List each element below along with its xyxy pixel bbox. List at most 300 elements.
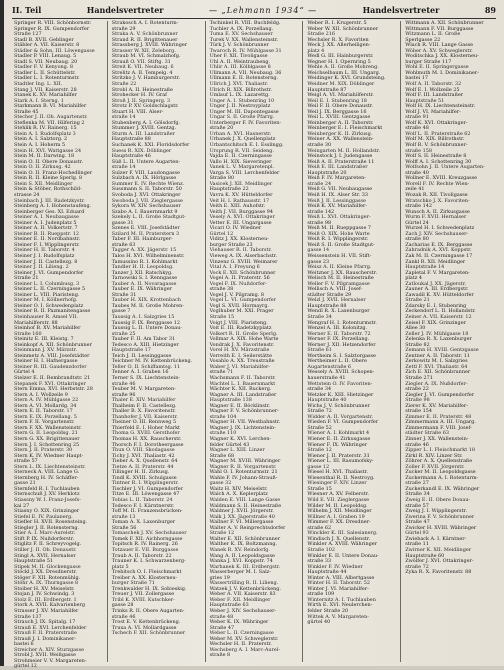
directory-entry: Wassertrilling R. II. Lilieng. [209,580,279,587]
directory-entry: Vogel A. II. Praterstr. 56 [209,275,270,282]
directory-entry: Straße 52 [307,424,332,431]
directory-entry: Hauptstraße 46 [111,153,151,160]
directory-entry: Theiner O. III. Rennweg 5 [111,419,177,426]
directory-entry: burger Straße 117 [405,58,452,65]
directory-entry: Stummer J. XVIII. Gentzg. [111,125,177,132]
directory-entry: Zak M. II. Czerningasse 17 [405,252,473,259]
directory-entry: Straße 15 [209,313,235,320]
directory-entry: straße 40 [405,169,429,176]
directory-entry: Weiß L. XVI. Ottakringer- [307,214,371,221]
directory-entry: Widder A. II. Vorgartenstr. [307,413,374,420]
directory-entry: strasse 24 [14,191,40,198]
directory-entry: Werner E. II. Taborstr. 72 [307,330,371,337]
directory-entry: Wohlmuth M. I. Dominikaner- [405,69,479,76]
directory-entry: Straße 21 [405,297,430,304]
directory-entry: Strobl J. XVII. Weißgasse [14,652,76,659]
directory-entry: Ulrich R. XIX. Billrothstr. [209,86,272,93]
directory-entry: Szilard M. II. Praterstern 3 [111,230,180,237]
directory-entry: Zinner J. XX. Wallenstein- [405,436,469,443]
directory-entry: Veith E. XIII. Auhofstr. [209,203,266,210]
directory-entry: Wolf H. IX. Liechtensteinstr. [405,103,476,110]
directory-entry: Trost E. V. Kettenbrückeng. [111,619,181,626]
directory-entry: Sterneck A. VIII. Lange G. [14,469,80,476]
directory-entry: Thanhofer J. VII. Kaiserstr. [111,413,178,420]
directory-entry: Uher F. XII. Tivoligasse [209,53,268,60]
directory-entry: Tagger A. XX. Jägerstr. 15 [111,247,177,254]
directory-entry: Wehle A. II. Große Mohreng. [307,64,379,71]
page-header [12,3,496,17]
directory-entry: Weiß O. XIX. Hohe Warte [307,230,370,237]
directory-entry: Weinberger A. II. Taborstr. [307,119,374,126]
directory-entry: Wagner R. II. Vorgartenstr. [209,463,277,470]
directory-entry: Zuckerkandl E. IX. Währinger [405,485,480,492]
directory-entry: Zahradnik A. XVI. Koppstr. [405,247,472,254]
directory-entry: Wetzler K. XIII. Hietzinger [307,391,374,398]
directory-entry: Stöhr A. IX. Thurngasse 8 [14,580,79,587]
directory-entry: Weisz A. II. Kleine Pfarrg. [307,264,372,271]
directory-entry: straße 57 [405,502,429,509]
directory-entry: Walther K. IX. Boltzmanng. [209,541,278,548]
directory-entry: Weiß J. II. Lessinggasse [307,197,366,204]
directory-entry: Stehlik R. IV. Rainerg. 15 [14,125,77,132]
directory-entry: Stein M. II. Darwing. 18 [14,153,75,160]
page-number: 89 [484,5,496,15]
directory-entry: Streit K. VII. Neubaug. 6 [111,64,174,71]
directory-entry: Hauptstraße 14 [405,264,445,271]
directory-entry: Weber A. VII. Kaiserstr. 83 [209,591,276,598]
directory-entry: Trinks R. II. Obere Augarten- [111,607,185,614]
directory-entry: Zwerina F. V. Schönbrunner [405,513,475,520]
directory-entry: Steiner R. II. Pazmanitengasse [14,308,91,315]
directory-entry: Zatloukal J. XX. Jägerstr. [405,280,466,287]
directory-entry: straße 109 [307,591,335,598]
directory-entry: Steiner L. II. Czerningasse 5 [14,286,86,293]
directory-entry: Wenzel A. III. Kolonitzg. [307,325,368,332]
directory-entry: Stern K. IV. Wiedner Haupt- [14,452,84,459]
directory-entry: Zwieback A. I. Kärntner- [405,535,467,542]
directory-entry: Augartenstraße 6 [307,363,352,370]
directory-entry: Stern Emma, XVI. Herbststr. 28 [14,386,93,393]
directory-entry: Steiner L. VIII. Piaristeng. [14,291,80,298]
directory-entry: Steiner A. I. Neubaugasse [14,214,79,221]
directory-entry: Stolz E. III. Erdbergstr. 1 [14,596,77,603]
directory-entry: städter Straße 29 [307,291,352,298]
directory-entry: straße 154 [405,408,432,415]
directory-entry: Wollner E. XVIII. Kreuzgasse [405,175,478,182]
directory-entry: Steinbach J. III. Radetzkystr. [14,197,85,204]
directory-entry: Weinberger E. I. Fleischmarkt [307,125,383,132]
directory-entry: Strassberg J. XVIII. Währinger [111,42,188,49]
directory-entry: straße 46 [111,613,136,620]
directory-entry: straße 71 [209,369,234,376]
directory-entry: Tintner R. I. Wipplingerstr. [111,480,179,487]
section-label-right: Handelsvertreter [362,5,440,15]
directory-entry: Tauber H. XIX. Krottenbach [111,297,181,304]
directory-entry: Wolf J. VI. Mariahilfer- [405,108,461,115]
directory-entry: Steiner R. III. Gaudenzdorfer [14,363,87,370]
directory-entry: Hauptstraße 22 [209,186,249,193]
directory-entry: straße 20 [209,125,234,132]
directory-entry: Umlauf L. IX. Lazarettg. [209,92,270,99]
directory-entry: Topitsch R. IV. Rainerg. 26 [111,541,178,548]
directory-entry: Straße 21 [14,275,39,282]
directory-column [305,21,401,662]
directory-entry: Strauch J. IX. Spitalg. 17 [14,619,76,626]
directory-entry: Sussmann S. II. Taborstr. 50 [111,186,182,193]
directory-entry: Wurzel H. I. Schwedenplatz [405,225,475,232]
directory-entry: Steiner L. I. Columbusg. 3 [14,280,80,287]
directory-entry: Wiesinger F. XIV. Linzer [307,480,367,487]
directory-entry: Zacharias E. IX. Berggasse [405,241,473,248]
directory-column [110,21,206,662]
directory-entry: Wolfsohn J. II. Untere Augarten- [405,164,485,171]
directory-entry: Urban A. XVI. Hasnerstr. [209,130,272,137]
directory-entry: Wagner A. III. Landstraßer [209,391,277,398]
directory-entry: Weiß E. III. Landstraßer [307,164,368,171]
directory-entry: Wagner H. VII. Westbahnstr. [209,419,281,426]
directory-entry: Gürtel 4 [14,369,35,376]
directory-entry: Ziegler J. VI. Gumpendorfer [405,391,475,398]
directory-entry: Wagner F. V. Schönbrunner- [209,408,279,415]
directory-entry: Süß L. II. Untere Augarten- [111,158,181,165]
directory-entry: Wiener E. II. Zirkusgasse [307,436,371,443]
directory-entry: Hauptstraße 88 [111,136,151,143]
directory-entry: Thun O. VIII. Skodagasse [111,447,175,454]
directory-entry: Suchanek K. XXI. Floridsdorfer [111,142,190,149]
publication-title: — „Lehmann 1934“ — [209,5,318,15]
directory-entry: Straße 72 [307,408,332,415]
directory-entry: Traub A. II. Taborstr. 22 [111,552,172,559]
directory-entry: Stäbler A. VII. Kaiserstr. 8 [14,42,80,49]
directory-entry: Weck J. XX. Allerheiligen- [307,42,371,49]
directory-entry: straße 142 [307,208,335,215]
directory-entry: straße 72 [405,563,429,570]
directory-entry: Wachsmann F. II. Taborstr. [209,375,276,381]
directory-entry: Stadl S. VII. Neubaug. 20 [14,58,78,65]
directory-entry: Zierer K. XV. Mariahilfer- [405,402,468,409]
directory-entry: Gürtel 12 [209,230,234,237]
directory-entry: gasse 23 [307,258,330,265]
directory-entry: Todesco F. I. Kärntnerstr. [111,502,175,509]
directory-entry: Stein O. II. Obere Donaustr. [14,158,84,165]
directory-entry: Wolff A. I. Schottenring 30 [405,158,472,165]
directory-entry: Sturm A. III. Landstraßer [111,130,176,137]
directory-entry: Straße 12 [307,447,332,454]
directory-entry: Zentner A. II. Taborstr. 11 [405,352,470,359]
directory-entry: Steiner J. I. Rudolfsplatz [14,252,75,259]
directory-entry: Wolf E. I. Wollzeile 25 [405,86,460,93]
directory-entry: Gürtel 24 [405,219,429,226]
directory-entry: straße 63 [111,241,136,248]
directory-entry: straße 24 [307,180,332,187]
directory-entry: Volkert R. II. Große Sperlg. [209,330,278,337]
header-rule [12,18,496,19]
directory-entry: Willner A. I. Graben 19 [307,513,365,520]
directory-entry: Hauptstraße 51 [14,558,54,565]
directory-entry: Szabo A. I. Bauernmarkt 9 [111,208,178,215]
directory-entry: Stang J. VII. Kaiserstr. 28 [14,86,77,93]
directory-column [12,20,108,670]
directory-entry: Worell F. IV. Rechte Wien- [405,180,470,187]
directory-entry: Wiener F. IX. Währinger [307,441,368,448]
directory-entry: Wengraf H. I. Rotenturmstr. [307,319,377,326]
directory-entry: Wanek R. XV. Reindorfg. [209,546,270,553]
directory-entry: Wagner M. XVIII. Währinger [209,458,281,465]
directory-entry: Winkler E. II. Untere Donau- [307,552,379,559]
directory-entry: gasse 31 [111,219,134,226]
directory-entry: straße 48 [405,125,429,132]
directory-entry: Strasser W. XII. Zeleborg. [111,47,176,54]
directory-entry: Szenes E. VIII. Josefstädter [111,225,180,232]
directory-entry: Stern F. II. Vorgartenstr. [14,419,75,426]
directory-entry: straße 22 [405,386,429,393]
directory-entry: Stein H. XVI. Wattgasse 24 [14,147,82,154]
directory-entry: Wolf F. III. Landstraßer [405,92,464,99]
directory-entry: Tischler J. VI. Gumpendorfer [111,485,183,492]
directory-entry: zeile 41 [405,186,425,193]
directory-entry: straße 27 [405,480,429,487]
directory-entry: straße 29 [111,25,136,32]
directory-entry: Vorel H. XV. Märzstraße [209,347,270,354]
directory-entry: Wozak R. XII. Tivoligasse [405,191,468,198]
directory-entry: Sulzer F. VIII. Laudongasse [111,169,180,176]
directory-entry: Stein O. II. Zirkusg. 42 [14,164,71,171]
directory-entry: gasse 28 [111,602,134,609]
directory-entry: Unger A. I. Stubenring 10 [209,97,275,104]
directory-entry: straße 30 [307,142,332,149]
directory-entry: Weidner M. XIX. Döblinger [307,81,375,88]
directory-entry: Tauber F. II. Am Tabor 31 [111,336,176,343]
directory-entry: Zimmer E. II. Praterstr. 48 [405,413,472,420]
directory-entry: Wolf K. XVI. Ottakringer- [405,119,468,126]
directory-entry: Voigt J. VIII. Piaristeng. [209,319,268,326]
directory-entry: Taussig L. II. Untere Donau- [111,325,182,332]
directory-entry: Vogel L. VI. Gumpendorfer [209,297,277,304]
directory-entry: Sternschuß J. XV. Herklotz [14,491,80,498]
directory-entry: Taber F. III. Hainburger- [111,236,173,243]
directory-entry: Weil F. II. Obere Donaustr. [307,103,374,110]
directory-entry: Urbanek J. X. Quellenplatz [209,136,276,143]
directory-entry: Tanzer J. XII. Ratschkyg. [111,269,173,276]
directory-entry: Wessely A. XVIII. Schopen- [307,369,375,376]
directory-entry: felder Gürtel 43 [209,441,250,448]
directory-entry: Wurm F. XVII. Hernalser [405,214,467,221]
directory-entry: Tedesco A. XIII. Hietzinger [111,341,179,348]
directory-entry: Weiß H. IX. Alser Str. 33 [307,191,369,198]
directory-entry: Vasicek J. XII. Meidlinger [209,180,273,187]
directory-entry: Wiesenthal R. II. Nestroyg. [307,474,375,481]
directory-entry: gürtel 40 [307,619,331,626]
directory-entry: Wegner H. I. Opernring 5 [307,58,371,65]
directory-entry: Weingarten M. II. Hollandstr. [307,147,381,154]
directory-entry: Springer R. VIII. Schönbornstr. [14,20,92,26]
directory-entry: Steinberger Ges. XI. Eduard [14,208,85,215]
directory-entry: Straße 45 [14,108,39,115]
directory-entry: Zauner A. III. Erdbergstr. [405,286,469,293]
directory-entry: Steiner J. II. Castellezg. 8 [14,258,78,265]
directory-entry: Zirkl R. XIV. Linzer Str. [405,452,463,459]
directory-entry: Stern A. I. Wollzeile 9 [14,391,68,398]
directory-entry: Straße 47 [405,519,430,526]
directory-entry: Ungar S. II. Große Pfarrg. [209,114,275,121]
directory-entry: Ullmann A. VII. Neubaug. 36 [209,69,282,76]
directory-entry: straße 13 [111,513,136,520]
directory-entry: Treiber A. XX. Klosterneu- [111,574,178,581]
directory-entry: Svoboda J. XVI. Ottakringer [111,191,181,198]
directory-entry: Thaler E. XIV. Mariahilfer [111,397,176,404]
directory-entry: Trebitsch O. I. Fleischmarkt [111,569,182,576]
directory-entry: Mariahilferstr. 88 [14,319,58,326]
directory-entry: Straße 34 [307,313,332,320]
directory-entry: Wolf S. II. Heinestraße 8 [405,153,467,160]
directory-entry: Vondrak J. X. Favoritenstr. [209,341,275,348]
directory-entry: Steiner O. I. Schwedenplatz [14,302,84,309]
directory-entry: Tomaschek J. XV. Sechshauser [111,530,187,537]
directory-entry: Steinitz E. III. Kleistg. 7 [14,336,74,343]
directory-entry: Stern A. VI. Mollardg. 34 [14,402,77,409]
directory-entry: Stadler P. VIII. Lenaug. 5 [14,53,77,60]
directory-entry: Weber M. XV. Schweglerstr. [209,635,279,642]
directory-entry: burger Straße 71 [111,580,155,587]
directory-entry: Steiner H. II. Taborstr. 4 [14,247,75,254]
directory-entry: Tenner A. I. Graben 16 [111,369,169,376]
directory-entry: Städler & Sohn, III. Löwengasse [14,47,95,54]
directory-entry: Weidinger K. XVI. Grundsteing. [307,75,386,82]
directory-entry: gürtel 12 [14,663,37,670]
directory-entry: Stiasny O. XIX. Grinzinger [14,508,80,515]
directory-entry: Stark A. I. Sterng. 1 [14,97,64,104]
directory-entry: Vogl S. XVII. Hormayrg. [209,302,270,309]
directory-columns [12,20,498,670]
directory-entry: Zöhrer A. X. Quellenstraße [405,458,473,465]
directory-entry: Weber J. XIV. Sechshauser- [209,607,277,614]
directory-entry: Wunsch A. II. Zirkusgasse [405,208,470,215]
directory-entry: Vetter E. III. Ungargasse [209,219,272,226]
directory-entry: Weichselbaum L. III. Ungarg. [307,69,381,76]
directory-entry: Weiß K. XV. Mariahilfer- [307,203,368,210]
directory-entry: Wellisch A. VIII. Josef- [307,286,363,293]
directory-entry: straße 33 [307,558,332,565]
directory-entry: straße 62 [307,524,332,531]
directory-entry: Hauptstraße 88 [307,302,347,309]
directory-entry: bastei 17 [405,75,428,82]
directory-entry: Zettl F. XVI. Thaliastr. 64 [405,363,468,370]
directory-entry: Stiefler H. XVII. Rosensteing. [14,519,88,526]
directory-entry: Wendl R. X. Laxenburger [307,308,370,315]
directory-entry: Stier A. I. Marc-Aurelstr. [14,530,76,537]
directory-entry: straße 142 [405,203,432,210]
directory-entry: Weiß R. I. Wipplingerstr. [307,236,369,243]
directory-entry: Stöckl J. XX. Dresdnerstr. [14,569,77,576]
directory-entry: Zich E. XII. Schönbrunner [405,369,471,376]
directory-entry: Weiß G. VII. Neubaugasse [307,186,373,193]
directory-entry: Warhanek K. III. Erdbergstr. [209,563,281,570]
directory-entry: Stern G. XX. Brigittenauer [14,436,80,443]
directory-entry: Strauß E. XVI. Lerchenfelder [14,624,87,631]
directory-entry: Zwirner K. XII. Meidlinger [405,546,472,553]
directory-entry: gasse 7 [111,308,131,315]
directory-entry: Thaller B. X. Favoritenstr. [111,408,176,415]
directory-entry: Watzek J. V. Kettenbrückeng. [209,585,281,592]
directory-entry: Vinzenz G. XVIII. Weimarer [209,258,278,265]
directory-entry: Waitz H. XIV. Meiselstr. [209,485,268,492]
directory-entry: Teichner M. IV. Kettenbrückeng. [111,358,193,365]
directory-entry: Weiß A. II. Praterstraße 11 [307,158,375,165]
directory-entry: Strohecker H. IV. Graf [111,92,167,99]
directory-entry: Wasserberger M. I. Salz- [209,569,271,576]
directory-entry: straße 48 [209,613,234,620]
directory-entry: Wichs J. V. Schönbrunner [307,402,370,409]
directory-entry: Straße 160 [14,330,42,337]
directory-entry: Sperlgasse 22 [405,36,441,43]
directory-entry: Straße 12 [209,530,235,537]
directory-entry: Strauß J. I. Dominikaner- [14,635,76,642]
directory-entry: Straße 216 [307,31,336,38]
directory-entry: Stern F. XX. Wallensteinstr. [14,424,82,431]
directory-entry: Vieweg A. IX. Alserbachstr. [209,252,278,259]
directory-entry: Vicari O. IV. Wiedner [209,225,262,232]
directory-entry: Zucker M. II. Leopoldsgasse [405,469,476,476]
directory-entry: Wieden F. VI. Gumpendorfer [307,419,379,426]
directory-entry: straße 14 [111,114,136,121]
directory-entry: Straße 31 [111,291,137,298]
directory-entry: felder Straße 20 [307,607,349,614]
directory-entry: Hauptstraße 51 [405,97,445,104]
directory-entry: Steflenka M. VII. Hilfering 2 [14,119,85,126]
directory-entry: Wimmer F. XX. Dresdner- [307,519,371,526]
directory-entry: Zankl R. XII. Meidlinger [405,258,466,265]
directory-entry: Vosahlo A. XX. Treustraße [209,358,275,365]
directory-entry: Stiegler J. II. Rotensterng. [14,524,80,531]
directory-entry: Tietze A. II. Praterstr. 44 [111,463,174,470]
directory-entry: Stritzko J. V. Hamburgerstr. [111,75,181,82]
directory-entry: Zach J. XIV. Sechshauser- [405,230,469,237]
directory-entry: Waldmann S. II. Heinestraße [209,502,282,509]
directory-entry: Weber R. I. Krugerstr. 5 [307,20,367,26]
directory-entry: Terner S. IX. Liechtenstein- [111,375,180,381]
directory-entry: Strauß F. II. Praterstraße [14,630,77,637]
directory-column [403,21,498,662]
directory-entry: bastei 6 [14,641,34,648]
directory-entry: Vogel J. V. Pilgramg. 8 [209,291,265,298]
directory-entry: Talos H. XVI. Wilhelminenstr. [111,252,185,259]
directory-entry: Tuma E. XV. Sechshauser [209,31,273,38]
directory-entry: Wahle F. IV. Johann-Strauß- [209,474,278,481]
directory-entry: Strasser J. XV. Mariahilfer [14,607,79,614]
directory-entry: Weiß M. II. Rueppgasse 7 [307,225,372,232]
directory-entry: Thalheim F. II. Castellezg. [111,402,177,409]
directory-entry: Tribl K. XVIII. Kutschker- [111,596,175,603]
directory-entry: Titze E. III. Löwengasse 47 [111,491,180,498]
directory-entry: Wertheimer L. II. Obere [307,358,367,365]
directory-entry: Straße 80 [209,175,235,182]
directory-entry: Wolf L. II. Praterstraße 62 [405,130,471,137]
directory-entry: Tandler H. II. Leopoldsg. [111,264,174,271]
directory-entry: Stadler F. V. Kenyong. 8 [14,64,74,71]
directory-entry: straße 98 [307,219,332,226]
directory-entry: Zimmermann F. VIII. Josef- [405,424,472,431]
directory-entry: Uhlir A. III. Kölblgasse 8 [209,64,271,71]
directory-entry: Tschech F. XII. Schönbrunner [111,630,186,637]
directory-entry: Weigl A. VI. Mariahilferstr. [307,92,374,99]
directory-entry: Türk J. V. Schönbrunner [209,42,269,49]
directory-entry: Summer E. IV. Rechte Wienz. [111,180,185,187]
directory-entry: Windisch J. X. Quellenstr. [307,535,371,542]
directory-entry: Walden E. VIII. Lange Gasse [209,497,281,504]
directory-entry: Straße 271 [405,375,433,381]
directory-entry: Stojan J. IV. Schwindg. 3 [14,591,75,598]
directory-entry: Stuart H. VIII. Alser- [111,108,164,115]
